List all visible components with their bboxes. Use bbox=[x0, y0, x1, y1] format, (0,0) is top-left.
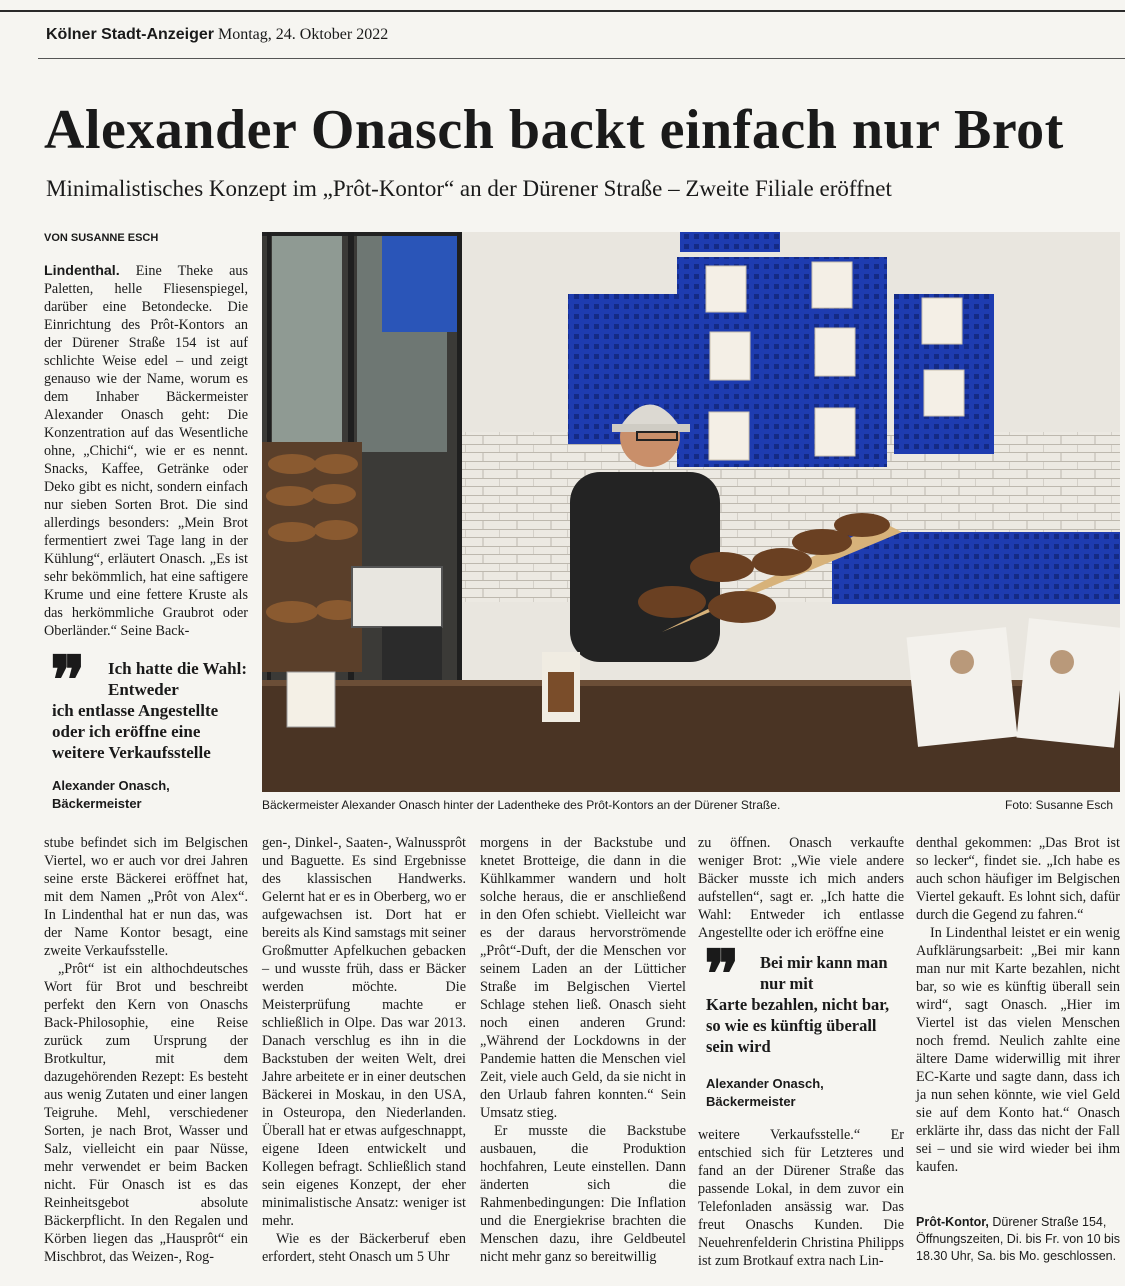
paragraph: „Prôt“ ist ein althochdeutsches Wort für Brot und beschreibt perfekt den Kern von Onaschs Back-Philosophie, eine Reise zurück zum Ursprung der Brotkultur, mit dem dazugehörenden Rezept: Es besteht aus wenig Zutaten und einer langen Teigruhe. Mehl, verschiedener Sorten, je nach Brot, Wasser und Salz, vielleicht ein paar Nüsse, mehr verwendet er beim Backen nicht. Für Onasch ist es das Reinheitsgebot absolute Bäckerpflicht. In den Regalen und Körben liegen das „Hausprôt“ ein Mischbrot, das Weizen-, Rog- bbox=[44, 961, 248, 1265]
body-column-3 bbox=[480, 834, 686, 1266]
body-column-2 bbox=[262, 834, 466, 1266]
pull-quote-attribution bbox=[706, 1075, 902, 1111]
paragraph: Wie es der Bäckerberuf eben erfordert, steht Onasch um 5 Uhr bbox=[262, 1231, 466, 1265]
body-column-4-continued bbox=[698, 1126, 904, 1270]
paragraph: In Lindenthal leistet er ein wenig Aufklärungsarbeit: „Bei mir kann man nur mit Karte bezahlen, nicht bar, so wie es künftig überall sein wird“, sagt Onasch. „Hier im Viertel ist das vielen Menschen noch fremd. Neulich zahlte eine ältere Dame widerwillig mit ihrer EC-Karte und sagte dann, dass ich ja nun sehen könnte, wie viel Geld sie auf dem Konto hat.“ Onasch erklärte ihr, dass das nicht der Fall sei – und sie wird wieder bei ihm kaufen. bbox=[916, 925, 1120, 1175]
article-photo bbox=[262, 232, 1120, 792]
masthead-rule bbox=[38, 58, 1125, 59]
pull-quote-2 bbox=[704, 939, 902, 1111]
paragraph: morgens in der Backstube und knetet Brotteige, die dann in die Kühlkammer wandern und holt solche heraus, die er anschließend in den Ofen schiebt. Vielleicht war es der daraus hervorströmende „Prôt“-Duft, der die Menschen vor seinem Laden an der Lütticher Straße im Belgischen Viertel Schlage stehen ließ. Onasch sieht noch einen anderen Grund: „Während der Lockdowns in der Pandemie hatten die Menschen viel Zeit, viele auch Geld, da sie nicht in den Urlaub fahren konnten.“ Sein Umsatz stieg. bbox=[480, 835, 686, 1121]
headline: Alexander Onasch backt einfach nur Brot bbox=[44, 99, 1064, 161]
info-name: Prôt-Kontor, bbox=[916, 1215, 989, 1229]
quote-mark-icon: ❞ bbox=[50, 645, 86, 718]
info-box bbox=[916, 1214, 1122, 1265]
body-column-5 bbox=[916, 834, 1120, 1176]
paragraph: stube befindet sich im Belgischen Viertel, wo er auch vor drei Jahren seine erste Bäckerei eröffnet hat, mit dem Namen „Prôt von Alex“. In Lindenthal hat er nun das, was der Name Kontor besagt, eine zweite Verkaufsstelle. bbox=[44, 835, 248, 959]
paragraph: zu öffnen. Onasch verkaufte weniger Brot: „Wie viele andere Bäcker musste ich mich anders aufstellen“, sagt er. „Ich hatte die Wahl: Entweder ich entlasse Angestellte oder ich eröffne eine bbox=[698, 835, 904, 941]
photo-credit: Foto: Susanne Esch bbox=[1005, 798, 1114, 812]
quote-mark-icon: ❞ bbox=[704, 939, 740, 1012]
dateline: Lindenthal. bbox=[44, 263, 120, 279]
body-column-1 bbox=[44, 834, 248, 1266]
pull-quote-author: Alexander Onasch, bbox=[52, 778, 170, 793]
pull-quote-line1: Ich hatte die Wahl: Entweder bbox=[108, 659, 248, 699]
subheadline: Minimalistisches Konzept im „Prôt-Kontor“ an der Dürener Straße – Zweite Filiale eröffnet bbox=[46, 176, 892, 201]
pull-quote-author: Alexander Onasch, bbox=[706, 1076, 824, 1091]
pull-quote-role: Bäckermeister bbox=[706, 1094, 796, 1109]
photo-caption: Bäckermeister Alexander Onasch hinter der Ladentheke des Prôt-Kontors an der Dürener Straße. bbox=[262, 798, 781, 812]
paragraph: weitere Verkaufsstelle.“ Er entschied sich für Letzteres und fand an der Dürener Straße das passende Lokal, in dem zuvor ein Telefonladen ansässig war. Das freut Onaschs Kunden. Die Neuehrenfelderin Christina Philipps ist zum Brotkauf extra nach Lin- bbox=[698, 1127, 904, 1269]
pull-quote-attribution bbox=[52, 777, 252, 813]
issue-date: Montag, 24. Oktober 2022 bbox=[218, 26, 389, 43]
info-text: Dürener Straße 154, Öffnungszeiten, Di. bis Fr. von 10 bis 18.30 Uhr, Sa. bis Mo. geschlossen. bbox=[916, 1215, 1121, 1263]
pull-quote-role: Bäckermeister bbox=[52, 796, 142, 811]
paragraph: gen-, Dinkel-, Saaten-, Walnussprôt und Baguette. Es sind Ergebnisse des klassischen Handwerks. Gelernt hat er es in Oberberg, wo er aufgewachsen ist. Dort hat er bereits als Kind samstags mit seiner Großmutter Apfelkuchen gebacken – und wusste früh, dass er Bäcker werden möchte. Die Meisterprüfung machte er schließlich in Olpe. Das war 2013. Danach verschlug es ihn in die Backstuben der weiten Welt, drei Jahre arbeitete er in einer deutschen Bäckerei in Moskau, in den USA, in Osteuropa, den Niederlanden. Überall hat er etwas aufgeschnappt, eigene Ideen entwickelt und Kollegen befragt. Schließlich stand sein eigenes Konzept, der eher minimalistische Ansatz: weniger ist mehr. bbox=[262, 835, 466, 1229]
byline: VON SUSANNE ESCH bbox=[44, 232, 159, 244]
top-rule bbox=[0, 10, 1125, 12]
body-column-4 bbox=[698, 834, 904, 942]
pull-quote-rest: Karte bezahlen, nicht bar, so wie es künftig überall sein wird bbox=[706, 995, 890, 1056]
pull-quote-rest: ich entlasse Angestellte oder ich eröffne eine weitere Verkaufsstelle bbox=[52, 701, 219, 762]
lead-paragraph bbox=[44, 262, 248, 640]
pull-quote-line1: Bei mir kann man nur mit bbox=[760, 953, 888, 993]
masthead-title: Kölner Stadt-Anzeiger bbox=[46, 26, 215, 43]
paragraph: denthal gekommen: „Das Brot ist so lecker“, findet sie. „Ich habe es auch schon häufiger im Belgischen Viertel gekauft. Es lohnt sich, dafür durch die Gegend zu fahren.“ bbox=[916, 835, 1120, 923]
bakery-photo-illustration bbox=[262, 232, 1120, 792]
lead-text: Eine Theke aus Paletten, helle Fliesenspiegel, darüber eine Betondecke. Die Einrichtung des Prôt-Kontors an der Dürener Straße 154 ist auf schlichte Weise edel – und zeigt genauso wie der Name, worum es dem Inhaber Bäckermeister Alexander Onasch geht: Die Konzentration auf das Wesentliche ohne, „Chichi“, wie er es nennt. Snacks, Kaffee, Getränke oder Deko gibt es nicht, sondern einfach nur sieben Sorten Brot. Die sind allerdings besonders: „Mein Brot fermentiert zwei Tage lang in der Kühlung“, erläutert Onasch. „Es ist sehr bekömmlich, hat eine saftigere Krume und eine fettere Kruste als das herkömmliche Graubrot oder Oberländer.“ Seine Back- bbox=[44, 263, 248, 639]
pull-quote-1 bbox=[50, 645, 252, 813]
paragraph: Er musste die Backstube ausbauen, die Produktion hochfahren, Leute einstellen. Dann änderten sich die Rahmenbedingungen: Die Inflation und die Energiekrise brachten die Menschen dazu, ihre Geldbeutel nicht mehr ganz so bereitwillig bbox=[480, 1123, 686, 1265]
